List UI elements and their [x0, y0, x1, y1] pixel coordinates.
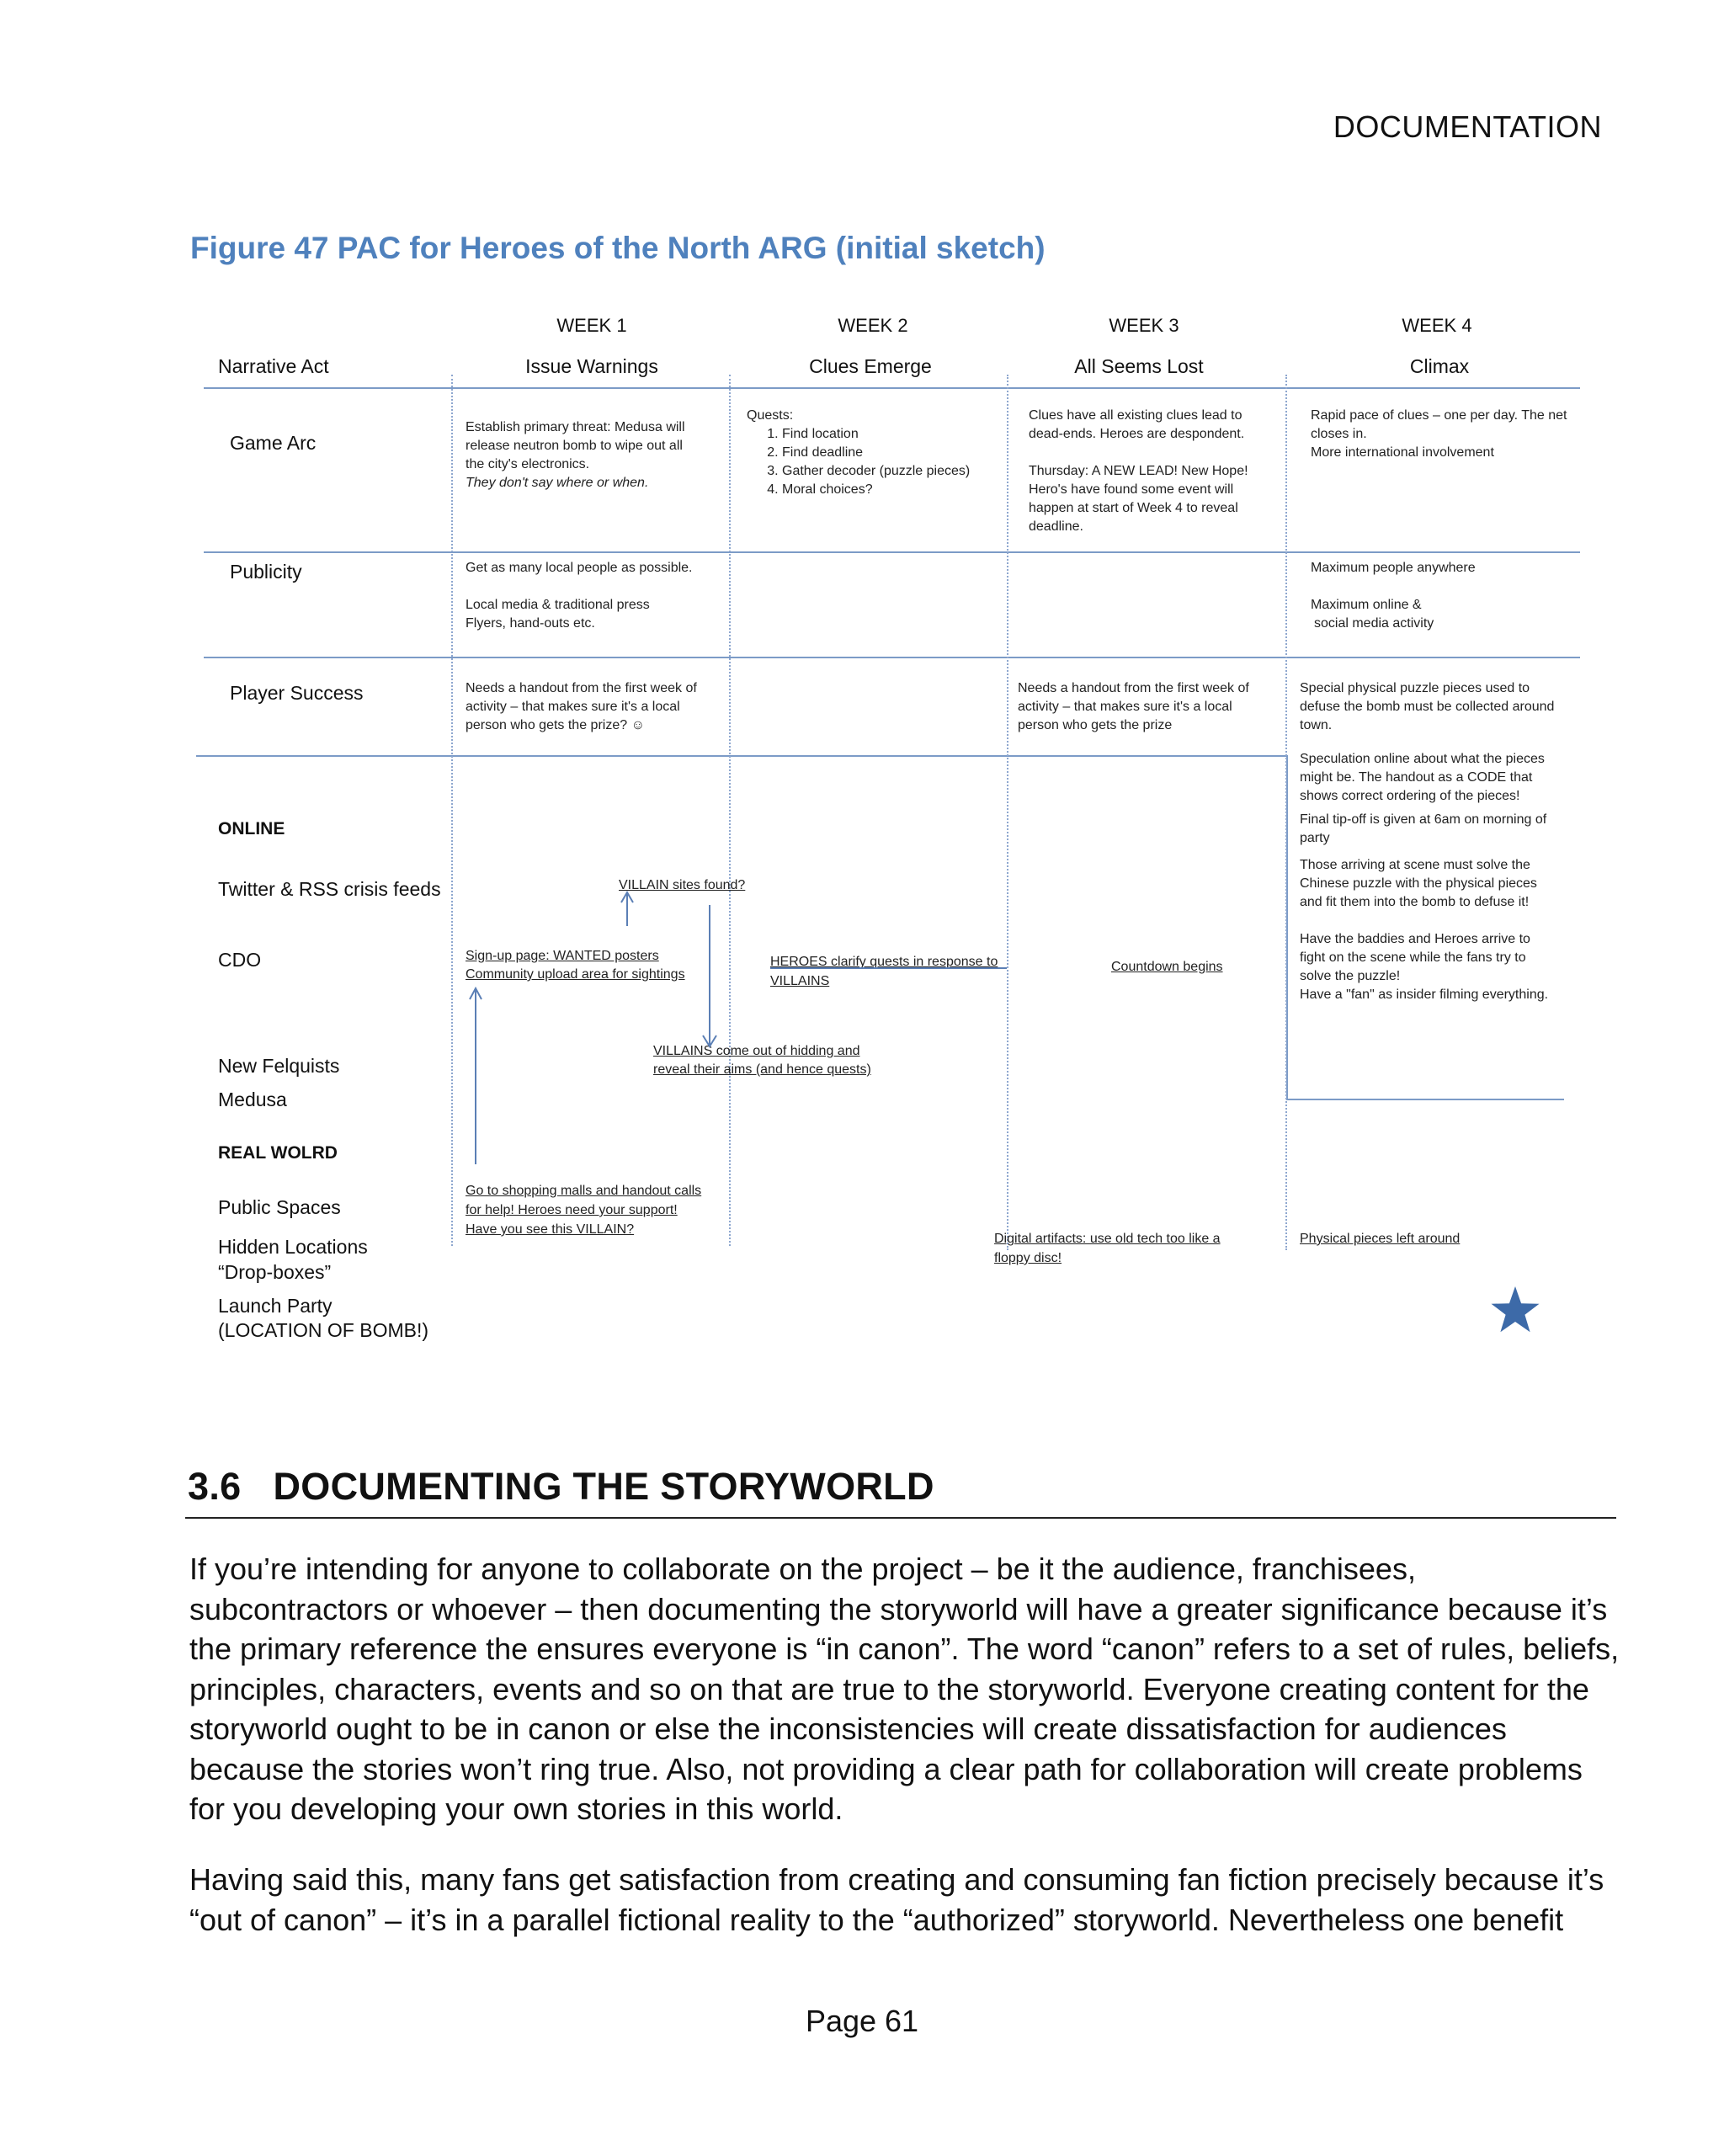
channel-new-felquists: New Felquists: [218, 1055, 340, 1077]
running-header: DOCUMENTATION: [1333, 109, 1602, 144]
event-villain-sites: VILLAIN sites found?: [619, 878, 746, 892]
week4-note: Have a "fan" as insider filming everything.: [1300, 988, 1549, 1002]
channel-cdo: CDO: [218, 949, 262, 971]
paragraph-1: If you’re intending for anyone to collaborate on the project – be it the audience, franchisees, subcontractors or whoever – then documenting the storyworld will have a greater significance because it’s the primary reference the ensures everyone is “in canon”. The word “canon” refers to a set of rules, beliefs, principles, characters, events and so on that are true to the storyworld. Everyone creating content for the storyworld ought to be in canon or else the inconsistencies will create dissatisfaction for audiences because the stories won’t ring true. Also, not providing a clear path for collaboration will create problems for you developing your own stories in this world.: [189, 1552, 1620, 1826]
event-malls-1: Go to shopping malls and handout calls: [466, 1184, 702, 1198]
publicity-w4-a: Maximum people anywhere: [1311, 561, 1476, 575]
quest-item: 2. Find deadline: [782, 444, 1008, 462]
channel-twitter: Twitter & RSS crisis feeds: [218, 878, 441, 900]
game-arc-w4: Rapid pace of clues – one per day. The net closes in.: [1311, 408, 1567, 441]
game-arc-w1-italic: They don't say where or when.: [466, 476, 649, 490]
event-signup-2: Community upload area for sightings: [466, 967, 685, 982]
channel-online: ONLINE: [218, 819, 285, 838]
game-arc-w1-line: Establish primary threat: Medusa will: [466, 420, 685, 434]
publicity-w4-c: social media activity: [1314, 616, 1434, 631]
publicity-w1-a: Get as many local people as possible.: [466, 561, 693, 575]
channel-public-spaces: Public Spaces: [218, 1196, 341, 1218]
event-heroes-clarify-2: VILLAINS: [770, 974, 830, 988]
act-all-seems-lost: All Seems Lost: [1074, 355, 1204, 377]
section-number: 3.6: [188, 1465, 242, 1508]
event-digital-2: floppy disc!: [994, 1251, 1062, 1265]
page-number: Page 61: [805, 2004, 919, 2038]
week4-note: Those arriving at scene must solve the Chinese puzzle with the physical pieces and fit them into the bomb to defuse it!: [1300, 858, 1537, 909]
figure-caption: Figure 47 PAC for Heroes of the North ARG (initial sketch): [190, 231, 1046, 265]
paragraph-2: Having said this, many fans get satisfaction from creating and consuming fan fiction precisely because it’s “out of canon” – it’s in a parallel fictional reality to the “authorized” storyworld. Nevertheless one benefit: [189, 1862, 1604, 1937]
narrative-act-label: Narrative Act: [218, 355, 329, 377]
section-title: DOCUMENTING THE STORYWORLD: [273, 1465, 934, 1508]
act-climax: Climax: [1409, 355, 1470, 377]
event-signup-1: Sign-up page: WANTED posters: [466, 949, 659, 963]
game-arc-w3-p1: Clues have all existing clues lead to dead-ends. Heroes are despondent.: [1029, 408, 1245, 441]
event-villains-out-2: reveal their aims (and hence quests): [653, 1062, 871, 1077]
publicity-w1-c: Flyers, hand-outs etc.: [466, 616, 595, 631]
channel-real-world: REAL WOLRD: [218, 1143, 338, 1163]
event-villains-out-1: VILLAINS come out of hidding and: [653, 1044, 860, 1058]
star-icon: [1492, 1286, 1540, 1332]
player-success-week4: Special physical puzzle pieces used to defuse the bomb must be collected around town.: [1300, 681, 1555, 732]
game-arc-w4-b: More international involvement: [1311, 445, 1494, 460]
event-digital-1: Digital artifacts: use old tech too like a: [994, 1232, 1221, 1246]
section-heading: [188, 1465, 934, 1509]
event-malls-3: Have you see this VILLAIN?: [466, 1222, 635, 1237]
row-label-game-arc: Game Arc: [230, 432, 317, 454]
row-label-publicity: Publicity: [230, 561, 302, 583]
channel-launch-party: Launch Party: [218, 1295, 333, 1317]
channel-drop-boxes: “Drop-boxes”: [218, 1261, 332, 1283]
row-label-player-success: Player Success: [230, 682, 364, 704]
publicity-w1-b: Local media & traditional press: [466, 598, 650, 612]
channel-medusa: Medusa: [218, 1089, 287, 1110]
event-countdown: Countdown begins: [1111, 960, 1223, 974]
act-issue-warnings: Issue Warnings: [525, 355, 658, 377]
act-clues-emerge: Clues Emerge: [809, 355, 932, 377]
week-2-header: WEEK 2: [838, 315, 908, 336]
player-success-week1: Needs a handout from the first week of activity – that makes sure it's a local person who gets the prize? ☺: [466, 681, 697, 732]
quest-item: 1. Find location: [782, 425, 1008, 444]
week-1-header: WEEK 1: [556, 315, 627, 336]
game-arc-w3-p2: Thursday: A NEW LEAD! New Hope! Hero's have found some event will happen at start of Week 4 to reveal deadline.: [1029, 464, 1248, 534]
event-heroes-clarify-1: HEROES clarify quests in response to: [770, 955, 998, 969]
week-4-header: WEEK 4: [1402, 315, 1472, 336]
event-malls-2: for help! Heroes need your support!: [466, 1203, 678, 1217]
quests-title: Quests:: [747, 408, 794, 423]
week4-note: Have the baddies and Heroes arrive to fight on the scene while the fans try to solve the puzzle!: [1300, 932, 1530, 983]
week4-note: Final tip-off is given at 6am on morning of party: [1300, 812, 1547, 845]
player-success-week3: Needs a handout from the first week of activity – that makes sure it's a local person who gets the prize: [1018, 681, 1249, 732]
quest-item: 4. Moral choices?: [782, 481, 1008, 499]
game-arc-w1-line: release neutron bomb to wipe out all: [466, 439, 683, 453]
week-3-header: WEEK 3: [1109, 315, 1179, 336]
event-physical-pieces: Physical pieces left around: [1300, 1232, 1461, 1246]
publicity-w4-b: Maximum online &: [1311, 598, 1422, 612]
channel-location-of-bomb: (LOCATION OF BOMB!): [218, 1319, 429, 1341]
game-arc-w1-line: the city's electronics.: [466, 457, 590, 471]
quest-item: 3. Gather decoder (puzzle pieces): [782, 462, 1008, 481]
section-rule: [185, 1517, 1616, 1519]
week4-note: Speculation online about what the pieces might be. The handout as a CODE that shows correct ordering of the pieces!: [1300, 752, 1545, 803]
channel-hidden-locations: Hidden Locations: [218, 1236, 368, 1258]
